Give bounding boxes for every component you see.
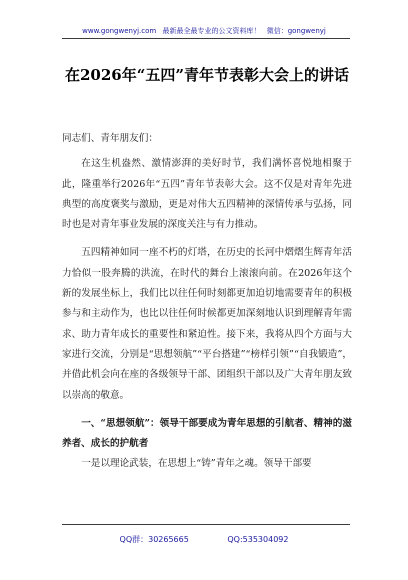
page-header: [0, 26, 408, 36]
header-slogan: 最新最全最专业的公文资料库！: [162, 27, 261, 35]
paragraph-2: 五四精神如同一座不朽的灯塔，在历史的长河中熠熠生辉青年活力恰似一股奔腾的洪流，在时代的舞台上滚滚向前。在2026年这个新的发展坐标上，我们比以往任何时刻都更加迫切地需要青年的积极参与和主动作为，也比以往任何时候都更加深刻地认识到理解青年需求、助力青年成长的重要性和紧迫性。接下来，我将从四个方面与大家进行交流，分别是“思想领航”“平台搭建”“榜样引领”“自我锻造”，并借此机会向在座的各级领导干部、团组织干部以及广大青年朋友致以崇高的敬意。: [62, 247, 352, 401]
header-divider: [62, 38, 350, 39]
page-footer: [0, 534, 408, 545]
document-title: 在2026年“五四”青年节表彰大会上的讲话: [64, 66, 349, 84]
header-wechat: 微信：gongwenyj: [266, 27, 326, 35]
section-heading-1: 一、“思想领航”：领导干部要成为青年思想的引航者、精神的滋养者、成长的护航者: [62, 417, 352, 450]
footer-qq-group: QQ群：30265665: [119, 535, 189, 544]
salutation: 同志们、青年朋友们：: [62, 133, 158, 144]
footer-divider: [62, 524, 350, 525]
document-body: [62, 129, 352, 475]
footer-qq-contact: QQ:535304092: [227, 535, 289, 544]
header-site-link[interactable]: www.gongwenyj.com: [82, 27, 157, 35]
paragraph-3: 一是以理论武装，在思想上“铸”青年之魂。领导干部要: [81, 458, 312, 470]
paragraph-1: 在这生机盎然、激情澎湃的美好时节，我们满怀喜悦地相聚于此，隆重举行2026年“五四”青年节表彰大会。这不仅是对青年先进典型的高度褒奖与激励，更是对伟大五四精神的深情传承与弘扬，同时也是对青年事业发展的深度关注与有力推动。: [62, 158, 352, 231]
